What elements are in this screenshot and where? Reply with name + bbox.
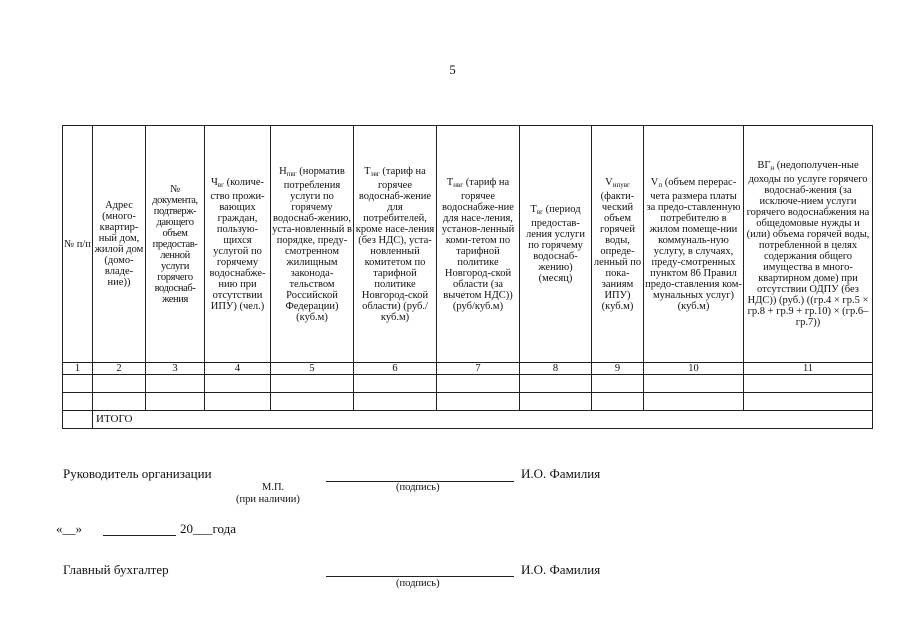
table-row: [63, 393, 873, 411]
header-cell: $Т_{эвг}$ (тариф на горячее водоснаб-жение для потребителей, кроме насе-ления (без НДС), уста-новленный комитетом по тарифной политике Новгород-ской области) (руб./куб.м): [354, 126, 437, 363]
table-cell[interactable]: [744, 375, 873, 393]
column-number: 7: [437, 363, 520, 375]
accountant-title: Главный бухгалтер: [63, 562, 169, 577]
column-number: 5: [271, 363, 354, 375]
column-number: 10: [644, 363, 744, 375]
table-cell[interactable]: [520, 393, 592, 411]
director-signature-caption: (подпись): [396, 482, 440, 493]
table-cell: [63, 411, 93, 429]
column-number: 11: [744, 363, 873, 375]
table-cell[interactable]: [592, 375, 644, 393]
table-cell[interactable]: [205, 393, 271, 411]
column-number: 9: [592, 363, 644, 375]
stamp-label: М.П.: [262, 482, 285, 493]
header-cell: Адрес (много-квартир-ный дом, жилой дом (домо-владе-ние)): [93, 126, 146, 363]
table-row: [63, 375, 873, 393]
table-cell[interactable]: [354, 393, 437, 411]
header-row: [63, 126, 873, 363]
total-row: [63, 411, 873, 429]
header-cell: $Н_{пвг}$ (норматив потребления услуги по горячему водоснаб-жению, уста-новленный в порядке, преду-смотренном жилищным законода-тельством Российской Федерации) (куб.м): [271, 126, 354, 363]
accountant-signature-line[interactable]: [326, 576, 514, 577]
header-cell: $Ч_{вг}$ (количе-ство прожи-вающих граждан, пользую-щихся услугой по горячему водоснабже-нию при отсутствии ИПУ) (чел.): [205, 126, 271, 363]
column-number: 8: [520, 363, 592, 375]
header-cell: $V_п$ (объем перерас-чета размера платы за предо-ставленную потребителю в жилом помеще-нии коммуналь-ную услугу, в случаях, преду-смотренных пунктом 86 Правил предо-ставления ком-мунальных услуг) (куб.м): [644, 126, 744, 363]
director-name: И.О. Фамилия: [521, 466, 601, 481]
table-cell[interactable]: [146, 375, 205, 393]
column-number: 3: [146, 363, 205, 375]
recalculation-table: [62, 125, 873, 429]
header-cell: № п/п: [63, 126, 93, 363]
table-cell[interactable]: [592, 393, 644, 411]
header-cell: $Т_{вг}$ (период предостав-ления услуги по горячему водоснаб-жению) (месяц): [520, 126, 592, 363]
header-cell: № документа, подтверж-дающего объем предостав-ленной услуги горячего водоснаб-жения: [146, 126, 205, 363]
table-cell[interactable]: [744, 393, 873, 411]
table-cell[interactable]: [271, 375, 354, 393]
table-cell[interactable]: [644, 393, 744, 411]
column-number-row: [63, 363, 873, 375]
table-cell[interactable]: [63, 393, 93, 411]
total-label: ИТОГО: [93, 411, 873, 429]
table-cell[interactable]: [146, 393, 205, 411]
date-day: «__»: [56, 521, 82, 536]
header-cell: $Т_{нвг}$ (тариф на горячее водоснабже-ние для насе-ления, установ-ленный коми-тетом по тарифной политике Новгород-ской области (за вычетом НДС)) (руб/куб.м): [437, 126, 520, 363]
column-number: 6: [354, 363, 437, 375]
table-cell[interactable]: [93, 393, 146, 411]
column-number: 1: [63, 363, 93, 375]
header-cell: $V_{ипувг}$ (факти-ческий объем горячей воды, опреде-ленный по пока-заниям ИПУ) (куб.м): [592, 126, 644, 363]
header-cell: $ВГ_н$ (недополучен-ные доходы по услуге горячего водоснаб-жения (за исключе-нием услуги горячего водоснабжения на общедомовые нужды и (или) объема горячей воды, потребленной в целях содержания общего имущества в много-квартирном доме) при отсутствии ОДПУ (без НДС)) (руб.) ((гр.4 × гр.5 × гр.8 + гр.9 + гр.10) × (гр.6–гр.7)): [744, 126, 873, 363]
table-cell[interactable]: [520, 375, 592, 393]
table-cell[interactable]: [271, 393, 354, 411]
table-cell[interactable]: [205, 375, 271, 393]
director-title: Руководитель организации: [63, 466, 212, 481]
table-cell[interactable]: [354, 375, 437, 393]
date-month-line[interactable]: [103, 535, 176, 536]
table-cell[interactable]: [644, 375, 744, 393]
table-cell[interactable]: [437, 393, 520, 411]
table-cell[interactable]: [63, 375, 93, 393]
accountant-signature-caption: (подпись): [396, 578, 440, 589]
column-number: 2: [93, 363, 146, 375]
table-cell[interactable]: [437, 375, 520, 393]
table-cell[interactable]: [93, 375, 146, 393]
page-number: 5: [449, 62, 456, 77]
stamp-note: (при наличии): [236, 494, 300, 505]
accountant-name: И.О. Фамилия: [521, 562, 601, 577]
date-year: 20___года: [180, 521, 237, 536]
column-number: 4: [205, 363, 271, 375]
